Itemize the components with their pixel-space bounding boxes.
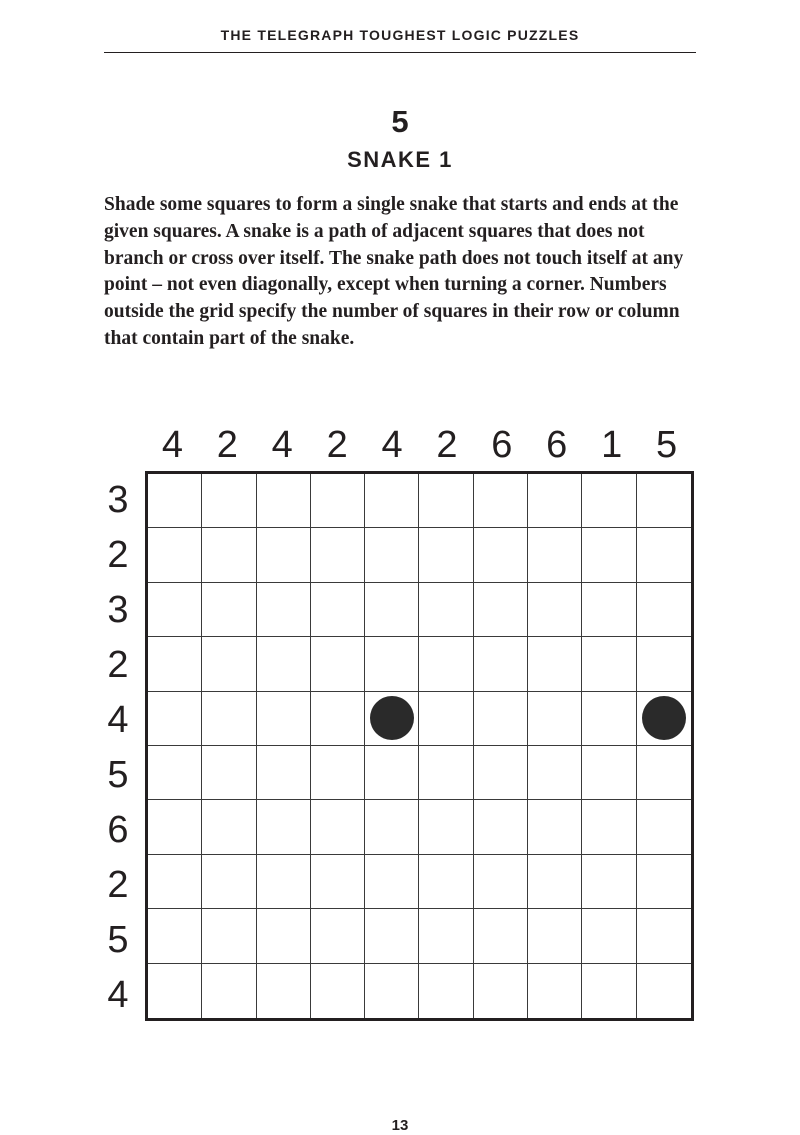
grid-cell-r10-c6[interactable] — [419, 964, 473, 1018]
grid-cell-r9-c2[interactable] — [202, 909, 256, 963]
grid-cell-r1-c8[interactable] — [528, 474, 582, 528]
grid-cell-r3-c6[interactable] — [419, 583, 473, 637]
grid-cell-r7-c8[interactable] — [528, 800, 582, 854]
grid-cell-r1-c10[interactable] — [637, 474, 691, 528]
grid-cell-r3-c2[interactable] — [202, 583, 256, 637]
grid-cell-r7-c1[interactable] — [148, 800, 202, 854]
grid-cell-r4-c2[interactable] — [202, 637, 256, 691]
grid-cell-r7-c6[interactable] — [419, 800, 473, 854]
column-clue-9: 1 — [601, 424, 623, 466]
row-clue-8: 2 — [107, 864, 129, 906]
row-clue-10: 4 — [107, 974, 129, 1016]
column-clue-10: 5 — [655, 424, 678, 466]
grid-cell-r5-c3[interactable] — [257, 692, 311, 746]
grid-cell-r10-c10[interactable] — [637, 964, 691, 1018]
snake-endpoint-1 — [370, 696, 414, 740]
grid-cell-r8-c7[interactable] — [474, 855, 528, 909]
grid-cell-r8-c4[interactable] — [311, 855, 365, 909]
grid-cell-r5-c9[interactable] — [582, 692, 636, 746]
grid-cell-r3-c9[interactable] — [582, 583, 636, 637]
grid-cell-r2-c8[interactable] — [528, 528, 582, 582]
column-clue-3: 4 — [271, 424, 293, 466]
grid-cell-r9-c5[interactable] — [365, 909, 419, 963]
grid-cell-r5-c4[interactable] — [311, 692, 365, 746]
column-clue-1: 4 — [161, 424, 184, 466]
grid-cell-r5-c10[interactable] — [637, 692, 691, 746]
grid-cell-r6-c4[interactable] — [311, 746, 365, 800]
column-clue-8: 6 — [546, 424, 568, 466]
grid-cell-r7-c9[interactable] — [582, 800, 636, 854]
grid-cell-r8-c2[interactable] — [202, 855, 256, 909]
grid-cell-r1-c3[interactable] — [257, 474, 311, 528]
running-head: THE TELEGRAPH TOUGHEST LOGIC PUZZLES — [220, 27, 580, 43]
grid-cell-r4-c5[interactable] — [365, 637, 419, 691]
grid-cell-r8-c8[interactable] — [528, 855, 582, 909]
grid-cell-r2-c1[interactable] — [148, 528, 202, 582]
grid-cell-r4-c9[interactable] — [582, 637, 636, 691]
grid-cell-r1-c5[interactable] — [365, 474, 419, 528]
grid-cell-r3-c1[interactable] — [148, 583, 202, 637]
grid-cell-r8-c3[interactable] — [257, 855, 311, 909]
grid-cell-r10-c3[interactable] — [257, 964, 311, 1018]
grid-cell-r6-c9[interactable] — [582, 746, 636, 800]
grid-cell-r6-c5[interactable] — [365, 746, 419, 800]
grid-cell-r4-c3[interactable] — [257, 637, 311, 691]
row-clue-9: 5 — [107, 919, 129, 961]
column-clue-5: 4 — [381, 424, 403, 466]
grid-cell-r2-c4[interactable] — [311, 528, 365, 582]
grid-cell-r2-c9[interactable] — [582, 528, 636, 582]
grid-cell-r2-c10[interactable] — [637, 528, 691, 582]
column-clue-7: 6 — [491, 424, 513, 466]
grid-cell-r9-c8[interactable] — [528, 909, 582, 963]
grid-cell-r5-c5[interactable] — [365, 692, 419, 746]
grid-cell-r3-c10[interactable] — [637, 583, 691, 637]
grid-cell-r7-c4[interactable] — [311, 800, 365, 854]
grid-cell-r10-c9[interactable] — [582, 964, 636, 1018]
grid-cell-r6-c8[interactable] — [528, 746, 582, 800]
grid-cell-r4-c6[interactable] — [419, 637, 473, 691]
grid-cell-r2-c6[interactable] — [419, 528, 473, 582]
snake-endpoint-2 — [642, 696, 686, 740]
grid-cell-r5-c6[interactable] — [419, 692, 473, 746]
grid-cell-r4-c10[interactable] — [637, 637, 691, 691]
row-clue-2: 2 — [107, 534, 129, 576]
grid-cell-r7-c10[interactable] — [637, 800, 691, 854]
puzzle-number: 5 — [391, 104, 409, 139]
grid-cell-r8-c1[interactable] — [148, 855, 202, 909]
grid-cell-r7-c7[interactable] — [474, 800, 528, 854]
grid-cell-r7-c2[interactable] — [202, 800, 256, 854]
grid-cell-r3-c5[interactable] — [365, 583, 419, 637]
grid-cell-r6-c1[interactable] — [148, 746, 202, 800]
grid-cell-r9-c4[interactable] — [311, 909, 365, 963]
grid-cell-r1-c7[interactable] — [474, 474, 528, 528]
grid-cell-r5-c7[interactable] — [474, 692, 528, 746]
grid-cell-r8-c5[interactable] — [365, 855, 419, 909]
row-clue-6: 5 — [107, 754, 129, 796]
grid-cell-r3-c8[interactable] — [528, 583, 582, 637]
row-clue-1: 3 — [107, 479, 129, 521]
grid-cell-r4-c7[interactable] — [474, 637, 528, 691]
column-clue-2: 2 — [216, 424, 238, 466]
grid-cell-r10-c4[interactable] — [311, 964, 365, 1018]
grid-cell-r1-c2[interactable] — [202, 474, 256, 528]
puzzle-instructions: Shade some squares to form a single snake that starts and ends at the given squares. A snake is a path of adjacent squares that does not branch or cross over itself. The snake path does not touch itself at any point – not even diagonally, except when turning a corner. Numbers outside the grid specify the number of squares in their row or column that contain part of the snake. — [104, 194, 684, 349]
grid-cell-r10-c8[interactable] — [528, 964, 582, 1018]
grid-cell-r1-c6[interactable] — [419, 474, 473, 528]
grid-cell-r1-c1[interactable] — [148, 474, 202, 528]
grid-cell-r2-c3[interactable] — [257, 528, 311, 582]
grid-cell-r9-c7[interactable] — [474, 909, 528, 963]
grid-cell-r10-c2[interactable] — [202, 964, 256, 1018]
row-clue-3: 3 — [107, 589, 129, 631]
grid-cell-r6-c10[interactable] — [637, 746, 691, 800]
grid-cell-r5-c1[interactable] — [148, 692, 202, 746]
grid-cell-r2-c7[interactable] — [474, 528, 528, 582]
grid-cell-r10-c5[interactable] — [365, 964, 419, 1018]
grid-cell-r6-c2[interactable] — [202, 746, 256, 800]
grid-cell-r9-c1[interactable] — [148, 909, 202, 963]
grid-cell-r9-c10[interactable] — [637, 909, 691, 963]
column-clue-6: 2 — [436, 424, 458, 466]
grid-cell-r7-c3[interactable] — [257, 800, 311, 854]
grid-cell-r5-c8[interactable] — [528, 692, 582, 746]
grid-cell-r6-c7[interactable] — [474, 746, 528, 800]
grid-cell-r7-c5[interactable] — [365, 800, 419, 854]
column-clue-4: 2 — [326, 424, 348, 466]
puzzle-title: SNAKE 1 — [347, 147, 453, 172]
grid-cell-r3-c4[interactable] — [311, 583, 365, 637]
row-clue-7: 6 — [107, 809, 129, 851]
row-clue-5: 4 — [107, 699, 129, 741]
grid-cell-r5-c2[interactable] — [202, 692, 256, 746]
grid-cell-r2-c2[interactable] — [202, 528, 256, 582]
grid-cell-r1-c9[interactable] — [582, 474, 636, 528]
grid-cell-r3-c3[interactable] — [257, 583, 311, 637]
grid-cell-r10-c7[interactable] — [474, 964, 528, 1018]
grid-cell-r9-c6[interactable] — [419, 909, 473, 963]
grid-cell-r8-c9[interactable] — [582, 855, 636, 909]
grid-cell-r10-c1[interactable] — [148, 964, 202, 1018]
grid-cell-r4-c4[interactable] — [311, 637, 365, 691]
grid-cell-r2-c5[interactable] — [365, 528, 419, 582]
page-number: 13 — [391, 1117, 409, 1134]
grid-cell-r1-c4[interactable] — [311, 474, 365, 528]
header-divider — [104, 52, 696, 53]
grid-cell-r4-c1[interactable] — [148, 637, 202, 691]
grid-cell-r8-c10[interactable] — [637, 855, 691, 909]
grid-cell-r3-c7[interactable] — [474, 583, 528, 637]
puzzle-grid — [145, 471, 694, 1021]
grid-cell-r4-c8[interactable] — [528, 637, 582, 691]
row-clue-4: 2 — [107, 644, 129, 686]
grid-cell-r9-c3[interactable] — [257, 909, 311, 963]
grid-cell-r6-c3[interactable] — [257, 746, 311, 800]
grid-cell-r8-c6[interactable] — [419, 855, 473, 909]
grid-cell-r6-c6[interactable] — [419, 746, 473, 800]
grid-cell-r9-c9[interactable] — [582, 909, 636, 963]
